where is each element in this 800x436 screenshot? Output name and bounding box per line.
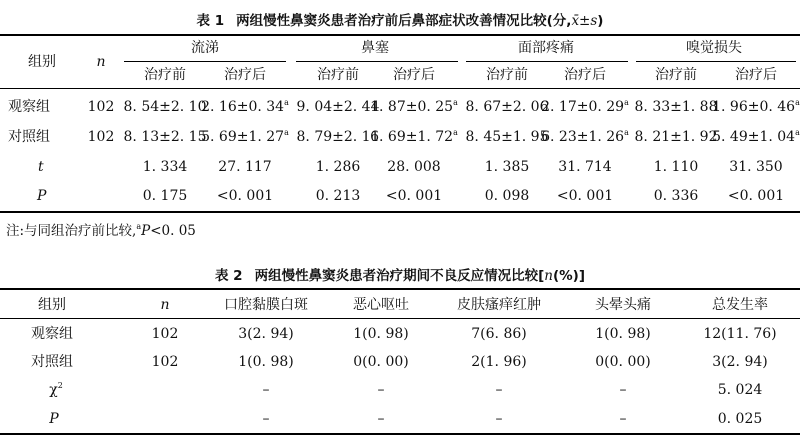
table1-caption bbox=[0, 9, 800, 29]
row-cell: – bbox=[377, 382, 385, 398]
row-cell: 102 bbox=[151, 354, 179, 370]
table1-symptom-3: 嗅觉损失 bbox=[686, 40, 742, 56]
significance-marker: a bbox=[453, 128, 458, 137]
row-label: t bbox=[38, 159, 44, 175]
row-cell: 2(1. 96) bbox=[471, 354, 527, 370]
row-cell: 0(0. 00) bbox=[595, 354, 651, 370]
row-cell: – bbox=[619, 382, 627, 398]
row-cell: – bbox=[262, 411, 270, 427]
row-value: 8. 45±1. 95 bbox=[465, 129, 549, 145]
row-value: 31. 350 bbox=[729, 159, 783, 175]
row-value: 0. 336 bbox=[653, 188, 699, 204]
row-label: P bbox=[37, 188, 47, 204]
header-cell: 头晕头痛 bbox=[595, 297, 651, 313]
row-cell: 5. 024 bbox=[717, 382, 763, 398]
significance-marker: a bbox=[453, 98, 458, 107]
row-cell: – bbox=[495, 411, 503, 427]
significance-marker: a bbox=[624, 128, 629, 137]
table1-symptom-1: 鼻塞 bbox=[361, 40, 389, 56]
row-label: P bbox=[49, 411, 59, 427]
row-value: 27. 117 bbox=[218, 159, 272, 175]
table1-header-rule bbox=[0, 88, 800, 89]
row-label: $\chi^2$ bbox=[49, 381, 63, 398]
row-cell: – bbox=[262, 382, 270, 398]
table1-span-rule-3 bbox=[636, 61, 796, 62]
table1-bottom-rule bbox=[0, 211, 800, 213]
row-value: 5. 49±1. 04$^a$ bbox=[712, 128, 800, 145]
table1-header-group: 组别 bbox=[28, 54, 56, 70]
row-cell: – bbox=[619, 411, 627, 427]
header-cell: 总发生率 bbox=[712, 297, 768, 313]
row-value: 0. 213 bbox=[315, 188, 361, 204]
row-value: 1. 110 bbox=[653, 159, 699, 175]
table1-span-rule-0 bbox=[124, 61, 286, 62]
table1-phase-after-1: 治疗后 bbox=[393, 67, 435, 83]
row-value: 1. 385 bbox=[484, 159, 530, 175]
row-label: 观察组 bbox=[8, 99, 50, 115]
row-value: 8. 54±2. 10 bbox=[123, 99, 207, 115]
row-label: 对照组 bbox=[31, 354, 73, 370]
table1-note: 注:与同组治疗前比较,$^a$P<0. 05 bbox=[6, 222, 196, 239]
row-value: 0. 175 bbox=[142, 188, 188, 204]
row-cell: 1(0. 98) bbox=[238, 354, 294, 370]
table1-symptom-2: 面部疼痛 bbox=[518, 40, 574, 56]
table1-phase-before-3: 治疗前 bbox=[655, 67, 697, 83]
row-label: 观察组 bbox=[31, 326, 73, 342]
row-value: 2. 16±0. 34$^a$ bbox=[201, 98, 289, 115]
row-value: 31. 714 bbox=[558, 159, 612, 175]
row-value: 28. 008 bbox=[387, 159, 441, 175]
row-n: 102 bbox=[87, 99, 115, 115]
row-value: 5. 69±1. 27$^a$ bbox=[201, 128, 289, 145]
table1-caption-number: 表 1 bbox=[196, 13, 225, 29]
table1-phase-before-2: 治疗前 bbox=[486, 67, 528, 83]
table1-span-rule-1 bbox=[296, 61, 458, 62]
table1-phase-before-1: 治疗前 bbox=[317, 67, 359, 83]
row-value: 8. 13±2. 15 bbox=[123, 129, 207, 145]
row-value: 6. 69±1. 72$^a$ bbox=[370, 128, 458, 145]
row-value: <0. 001 bbox=[727, 188, 785, 204]
row-value: 9. 04±2. 44 bbox=[296, 99, 380, 115]
row-cell: 0(0. 00) bbox=[353, 354, 409, 370]
row-cell: 3(2. 94) bbox=[238, 326, 294, 342]
row-cell: 1(0. 98) bbox=[353, 326, 409, 342]
row-label: 对照组 bbox=[8, 129, 50, 145]
header-cell: 口腔黏膜白斑 bbox=[224, 297, 308, 313]
row-value: 1. 334 bbox=[142, 159, 188, 175]
significance-marker: a bbox=[284, 98, 289, 107]
header-cell: 组别 bbox=[38, 297, 66, 313]
table2-header-rule bbox=[0, 318, 800, 319]
table1-symptom-0: 流涕 bbox=[191, 40, 219, 56]
header-cell: n bbox=[160, 297, 170, 313]
significance-marker: a bbox=[795, 128, 800, 137]
table2-top-rule bbox=[0, 288, 800, 290]
table2-caption-stat: n bbox=[544, 268, 553, 284]
row-value: <0. 001 bbox=[216, 188, 274, 204]
row-cell: 7(6. 86) bbox=[471, 326, 527, 342]
table2-caption bbox=[0, 264, 800, 284]
row-cell: 3(2. 94) bbox=[712, 354, 768, 370]
table2-caption-end: (%)] bbox=[552, 268, 585, 284]
table1-top-rule bbox=[0, 34, 800, 36]
table1-caption-end: ) bbox=[597, 13, 604, 29]
row-value: 8. 67±2. 06 bbox=[465, 99, 549, 115]
table2-caption-number: 表 2 bbox=[214, 268, 243, 284]
table1-span-rule-2 bbox=[466, 61, 628, 62]
table1-caption-stat: x̄±s bbox=[571, 13, 598, 29]
significance-marker: a bbox=[795, 98, 800, 107]
row-value: 1. 87±0. 25$^a$ bbox=[370, 98, 458, 115]
row-value: 6. 23±1. 26$^a$ bbox=[541, 128, 629, 145]
row-value: 0. 098 bbox=[484, 188, 530, 204]
table1-phase-after-3: 治疗后 bbox=[735, 67, 777, 83]
significance-marker: a bbox=[284, 128, 289, 137]
row-value: 8. 21±1. 92 bbox=[634, 129, 718, 145]
table1-phase-after-0: 治疗后 bbox=[224, 67, 266, 83]
row-value: 8. 79±2. 11 bbox=[296, 129, 380, 145]
row-cell: 102 bbox=[151, 326, 179, 342]
header-cell: 恶心呕吐 bbox=[353, 297, 409, 313]
row-cell: 1(0. 98) bbox=[595, 326, 651, 342]
table2-bottom-rule bbox=[0, 433, 800, 435]
row-value: 2. 17±0. 29$^a$ bbox=[541, 98, 629, 115]
significance-marker: a bbox=[624, 98, 629, 107]
row-n: 102 bbox=[87, 129, 115, 145]
table1-caption-text: 两组慢性鼻窦炎患者治疗前后鼻部症状改善情况比较(分, bbox=[236, 13, 572, 29]
table1-phase-before-0: 治疗前 bbox=[144, 67, 186, 83]
table1-phase-after-2: 治疗后 bbox=[564, 67, 606, 83]
row-cell: 12(11. 76) bbox=[703, 326, 777, 342]
row-value: 8. 33±1. 88 bbox=[634, 99, 718, 115]
row-value: 1. 286 bbox=[315, 159, 361, 175]
row-cell: – bbox=[377, 411, 385, 427]
header-cell: 皮肤瘙痒红肿 bbox=[457, 297, 541, 313]
row-value: <0. 001 bbox=[385, 188, 443, 204]
row-cell: 0. 025 bbox=[717, 411, 763, 427]
row-value: 1. 96±0. 46$^a$ bbox=[712, 98, 800, 115]
table1-header-n: n bbox=[96, 54, 106, 70]
row-value: <0. 001 bbox=[556, 188, 614, 204]
table2-caption-text: 两组慢性鼻窦炎患者治疗期间不良反应情况比较[ bbox=[254, 268, 545, 284]
row-cell: – bbox=[495, 382, 503, 398]
